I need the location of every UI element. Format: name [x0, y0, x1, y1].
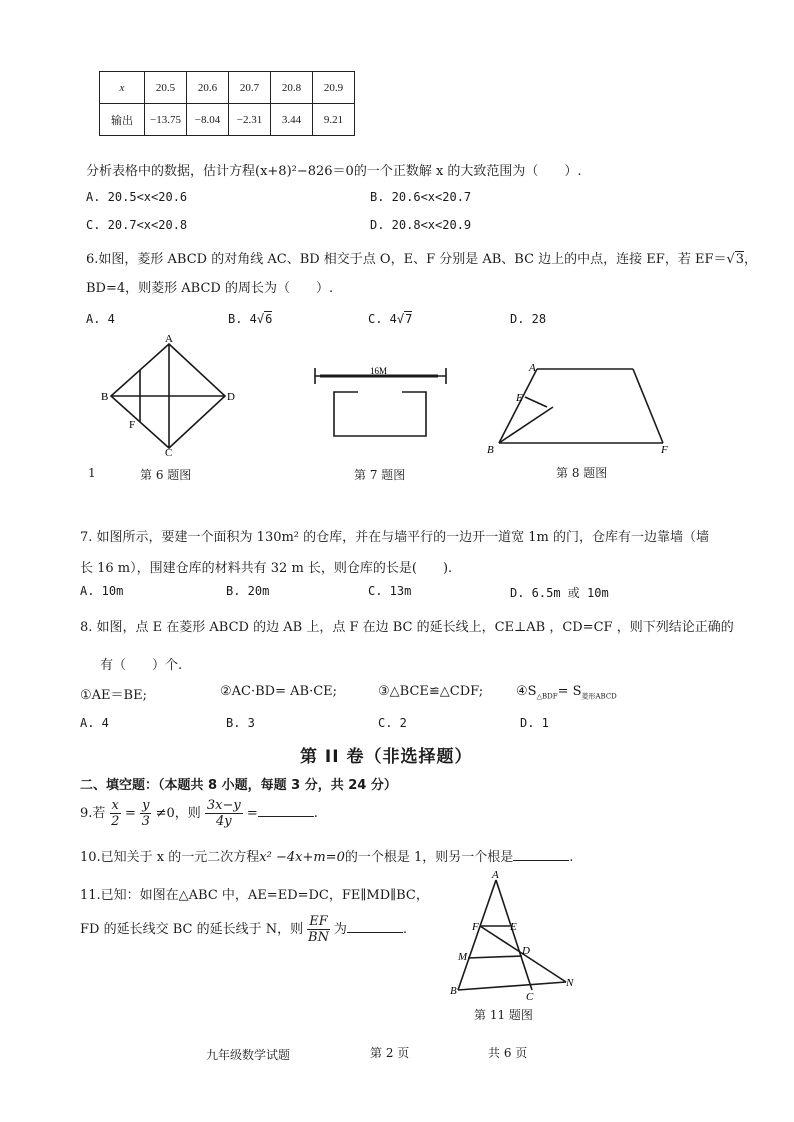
q5-option-b[interactable]: B. 20.6<x<20.7: [370, 190, 472, 204]
frac-num: y: [142, 798, 150, 813]
sqrt-arg: 7: [405, 312, 413, 326]
q8-stem-line1: 8. 如图，点 E 在菱形 ABCD 的边 AB 上，点 F 在边 BC 的延长线上，CE⊥AB ，CD=CF ，则下列结论正确的: [80, 620, 734, 635]
section-2-title: 第 II 卷（非选择题）: [300, 747, 473, 767]
q10-text: 10.已知关于 x 的一元二次方程: [80, 850, 260, 865]
footer-subject: 九年级数学试题: [206, 1048, 291, 1062]
q6-option-c[interactable]: [368, 312, 412, 326]
q7-stem-line2: 长 16 m），围建仓库的材料共有 32 m 长，则仓库的长是( ).: [80, 561, 453, 576]
q6-stem-line1: [86, 248, 757, 267]
figure-8-trapezoid: [485, 355, 670, 457]
option-text: B. 4: [228, 312, 257, 326]
fig11-label-f: F: [472, 921, 479, 933]
fig8-label-e: E: [516, 392, 523, 404]
sqrt-arg: 6: [265, 312, 273, 326]
q8-stem-line2: 有（ ）个.: [100, 658, 183, 673]
fig8-label-b: B: [487, 444, 494, 456]
figure-11-triangle: [448, 866, 578, 1002]
fill-in-header: 二、填空题：（本题共 8 小题，每题 3 分，共 24 分）: [80, 778, 397, 793]
q7-option-b[interactable]: B. 20m: [226, 584, 270, 598]
subscript: 菱形ABCD: [581, 692, 617, 701]
fig6-label-f: F: [129, 419, 136, 431]
table-cell: 20.6: [187, 72, 229, 104]
frac-num: x: [111, 798, 119, 813]
q8-statement-4: [516, 684, 617, 702]
q9-prefix: 9.若: [80, 806, 106, 821]
table-cell: −8.04: [187, 104, 229, 136]
q8-option-a[interactable]: A. 4: [80, 716, 109, 730]
fig6-label-a: A: [165, 333, 173, 345]
fig8-label-f: F: [661, 444, 668, 456]
q8-statement-2: ②AC·BD= AB·CE;: [220, 684, 338, 699]
q7-option-c[interactable]: C. 13m: [368, 584, 412, 598]
q11-text: FD 的延长线交 BC 的延长线于 N，则: [80, 922, 304, 937]
q10-answer-blank[interactable]: [513, 848, 569, 861]
fig6-label-d: D: [227, 391, 235, 403]
subscript: △BDF: [536, 692, 558, 701]
q7-option-a[interactable]: A. 10m: [80, 584, 124, 598]
frac-den: 2: [111, 814, 120, 829]
fig8-label-a: A: [529, 362, 536, 374]
frac-den: BN: [308, 930, 329, 945]
fig7-caption: 第 7 题图: [354, 468, 406, 482]
q10-text-tail: 的一个根是 1，则另一个根是: [344, 850, 514, 865]
frac-den: 4y: [216, 814, 232, 829]
q6-option-b[interactable]: [228, 312, 272, 326]
table-cell: 20.8: [271, 72, 313, 104]
q11-text-tail: 为: [333, 922, 347, 937]
fig11-label-b: B: [450, 985, 457, 997]
footer-total-pages: 共 6 页: [488, 1046, 528, 1060]
value-table: [99, 71, 355, 136]
table-cell: 3.44: [271, 104, 313, 136]
fig6-caption: 第 6 题图: [140, 468, 192, 482]
statement-text: = S: [557, 684, 582, 699]
sqrt-symbol: √: [726, 252, 735, 267]
figure-7-warehouse: [310, 362, 452, 440]
period: .: [569, 850, 574, 865]
table-row: [100, 72, 355, 104]
q10: [80, 846, 573, 865]
table-header-x: x: [100, 72, 145, 104]
q9: [80, 798, 318, 829]
table-header-output: 输出: [100, 104, 145, 136]
q9-answer-blank[interactable]: [258, 804, 314, 817]
q8-statement-1: ①AE＝BE;: [80, 688, 147, 703]
q6-stem-text: 6.如图，菱形 ABCD 的对角线 AC、BD 相交于点 O，E、F 分别是 AB、BC 边上的中点，连接 EF，若 EF＝: [86, 252, 727, 267]
fraction-ef-over-bn: [307, 914, 330, 945]
q7-stem-line1: 7. 如图所示，要建一个面积为 130m² 的仓库，并在与墙平行的一边开一道宽 1m 的门，仓库有一边靠墙（墙: [80, 530, 710, 545]
fig11-label-a: A: [492, 869, 499, 881]
fig11-label-n: N: [566, 977, 574, 989]
q8-option-c[interactable]: C. 2: [378, 716, 407, 730]
fig11-label-m: M: [458, 951, 468, 963]
table-cell: 20.9: [313, 72, 355, 104]
period: .: [313, 806, 318, 821]
frac-num: EF: [309, 914, 328, 929]
fig8-caption: 第 8 题图: [556, 466, 608, 480]
q6-stem-line2: BD=4，则菱形 ABCD 的周长为（ ）.: [86, 281, 334, 296]
fraction-y-over-3: [140, 798, 151, 829]
table-row: [100, 104, 355, 136]
statement-text: ④S: [516, 684, 537, 699]
table-cell: 9.21: [313, 104, 355, 136]
q11-line2: [80, 914, 407, 945]
sqrt-arg: 3: [735, 252, 745, 267]
equals: =: [125, 806, 136, 821]
margin-mark: 1: [88, 466, 96, 480]
q8-statement-3: ③△BCE≌△CDF;: [378, 684, 484, 699]
q5-option-d[interactable]: D. 20.8<x<20.9: [370, 218, 472, 232]
period: .: [402, 922, 408, 937]
q9-neq: ≠0，则: [155, 806, 201, 821]
fig11-label-d: D: [522, 945, 530, 957]
fig7-label-length: 16M: [370, 366, 388, 376]
fraction-x-over-2: [110, 798, 121, 829]
q11-answer-blank[interactable]: [347, 920, 403, 933]
q7-option-d[interactable]: D. 6.5m 或 10m: [510, 586, 609, 600]
sqrt-symbol: √: [396, 312, 405, 326]
fig11-label-e: E: [510, 921, 517, 933]
fraction-expression: [205, 798, 243, 829]
footer-page-number: 第 2 页: [370, 1046, 410, 1060]
fig11-caption: 第 11 题图: [474, 1008, 533, 1022]
q5-stem: 分析表格中的数据，估计方程(x+8)²−826＝0的一个正数解 x 的大致范围为（ ）.: [86, 164, 582, 179]
sqrt-symbol: √: [256, 312, 265, 326]
fig6-label-c: C: [165, 447, 173, 456]
equals: =: [246, 806, 258, 821]
frac-num: 3x−y: [206, 798, 241, 813]
q8-option-d[interactable]: D. 1: [520, 716, 549, 730]
frac-den: 3: [141, 814, 150, 829]
table-cell: 20.7: [229, 72, 271, 104]
table-cell: −2.31: [229, 104, 271, 136]
fig6-label-b: B: [101, 391, 109, 403]
table-cell: −13.75: [145, 104, 187, 136]
option-text: C. 4: [368, 312, 397, 326]
q5-option-c[interactable]: C. 20.7<x<20.8: [86, 218, 188, 232]
q8-option-b[interactable]: B. 3: [226, 716, 255, 730]
q6-option-d[interactable]: D. 28: [510, 312, 547, 326]
fig11-label-c: C: [526, 991, 534, 1002]
q6-stem-tail: ，: [744, 252, 758, 267]
table-cell: 20.5: [145, 72, 187, 104]
q5-option-a[interactable]: A. 20.5<x<20.6: [86, 190, 188, 204]
q10-equation: x² −4x+m=0: [259, 850, 345, 865]
q6-option-a[interactable]: A. 4: [86, 312, 115, 326]
figure-6-rhombus: [95, 332, 245, 456]
q11-line1: 11.已知：如图在△ABC 中，AE=ED=DC，FE∥MD∥BC，: [80, 888, 429, 903]
